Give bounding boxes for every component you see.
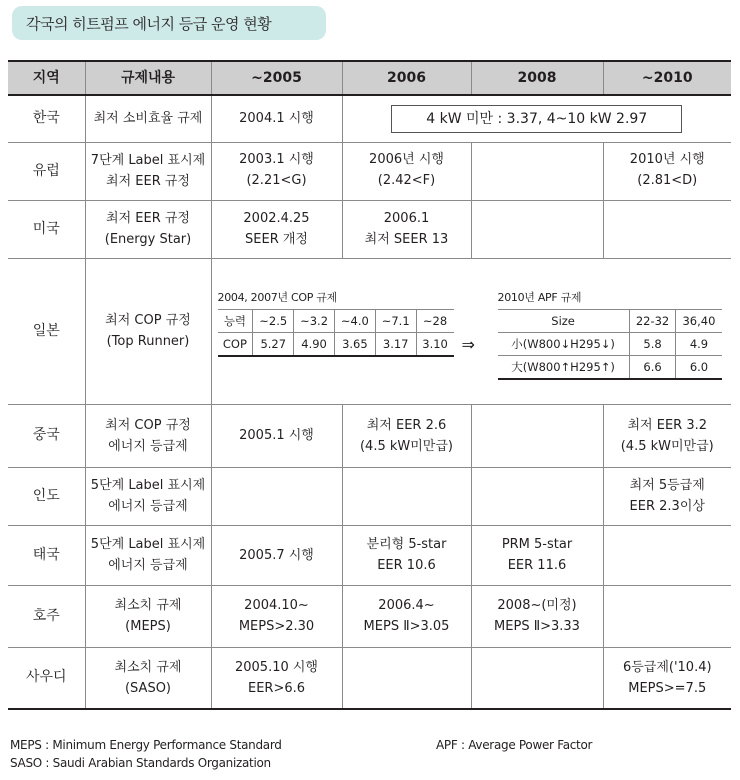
cell-line-1: 2010년 시행 <box>629 151 705 167</box>
regulation-cell <box>85 142 211 200</box>
table-row-thailand <box>8 525 731 585</box>
cell-line-1: 최저 5등급제 <box>629 478 705 493</box>
cell-2008 <box>471 142 603 200</box>
regulation-line-1: 최저 COP 규정 <box>105 313 191 328</box>
cell-line-2: 최저 SEER 13 <box>364 232 449 247</box>
cell-2010 <box>603 647 731 709</box>
apf-cell: 6.6 <box>629 356 676 380</box>
cell-2008 <box>471 467 603 525</box>
cell-2005: 2005.7 시행 <box>211 525 342 585</box>
country-cell: 일본 <box>8 258 85 404</box>
cell-2006 <box>342 142 471 200</box>
footnote-meps: MEPS : Minimum Energy Performance Standard <box>10 738 282 752</box>
arrow-icon: ⇒ <box>461 335 475 354</box>
regulation-line-1: 최저 COP 규정 <box>105 417 191 433</box>
regulation-line-1: 7단계 Label 표시제 <box>90 153 206 168</box>
apf-cell: 4.9 <box>676 333 722 356</box>
regulation-cell <box>85 467 211 525</box>
cell-2006 <box>342 647 471 709</box>
cell-line-1: 2005.10 시행 <box>234 659 318 675</box>
apf-table <box>498 309 722 380</box>
regulation-line-2: (Top Runner) <box>106 334 190 349</box>
cell-line-2: (2.21<G) <box>246 172 307 188</box>
cell-line-2: (2.81<D) <box>637 172 698 188</box>
cop-cell: ~7.1 <box>375 310 416 333</box>
apf-cell: Size <box>498 310 630 333</box>
regulation-cell <box>85 404 211 467</box>
table-row-saudi <box>8 647 731 709</box>
cop-row <box>218 310 454 333</box>
cell-2010 <box>603 142 731 200</box>
regulation-line-2: (Energy Star) <box>104 232 192 247</box>
japan-detail <box>212 261 732 401</box>
country-cell: 유럽 <box>8 142 85 200</box>
apf-cell: 6.0 <box>676 356 722 380</box>
cop-cell: 5.27 <box>253 333 294 357</box>
cop-cell: 4.90 <box>294 333 335 357</box>
cop-cell: 능력 <box>218 310 253 333</box>
cop-table <box>218 309 454 357</box>
table-row-japan <box>8 258 731 404</box>
country-cell: 호주 <box>8 585 85 647</box>
cop-row <box>218 333 454 357</box>
apf-cell: 大(W800↑H295↑) <box>498 356 630 380</box>
page-title: 각국의 히트펌프 에너지 등급 운영 현황 <box>26 15 272 33</box>
cell-line-1: 최저 EER 2.6 <box>366 417 447 433</box>
regulation-line-1: 5단계 Label 표시제 <box>90 537 206 552</box>
table-row-europe <box>8 142 731 200</box>
cell-2008 <box>471 647 603 709</box>
cell-2008 <box>471 404 603 467</box>
cell-line-1: 2008~(미정) <box>497 598 577 613</box>
cell-line-2: EER 2.3이상 <box>629 499 705 514</box>
regulation-cell <box>85 585 211 647</box>
footnote-saso: SASO : Saudi Arabian Standards Organization <box>10 756 271 770</box>
header-2005: ~2005 <box>211 61 342 95</box>
header-region: 지역 <box>8 61 85 95</box>
country-cell: 한국 <box>8 95 85 142</box>
cell-line-1: 2003.1 시행 <box>239 151 314 167</box>
regulation-cell <box>85 647 211 709</box>
cell-line-1: 2006.1 <box>383 211 430 226</box>
cop-cell: ~2.5 <box>253 310 294 333</box>
cell-2005 <box>211 142 342 200</box>
regulation-line-2: 에너지 등급제 <box>108 438 188 454</box>
table-row-usa <box>8 200 731 258</box>
title-bar <box>12 6 326 40</box>
cell-line-2: MEPS Ⅱ>3.05 <box>363 619 450 634</box>
regulation-table <box>8 60 731 710</box>
apf-caption: 2010년 APF 규제 <box>497 291 582 304</box>
regulation-line-1: 5단계 Label 표시제 <box>90 478 206 493</box>
cop-caption: 2004, 2007년 COP 규제 <box>217 291 337 304</box>
header-regulation: 규제내용 <box>85 61 211 95</box>
cop-cell: 3.10 <box>416 333 453 357</box>
header-2008: 2008 <box>471 61 603 95</box>
cell-line-2: MEPS Ⅱ>3.33 <box>494 619 580 634</box>
cell-line-1: 2006.4~ <box>378 598 435 613</box>
regulation-line-1: 최소치 규제 <box>114 659 182 675</box>
cell-2005 <box>211 585 342 647</box>
cell-line-2: EER 11.6 <box>507 558 567 573</box>
cell-line-2: (2.42<F) <box>377 172 436 188</box>
cell-2006 <box>342 200 471 258</box>
cell-2010 <box>603 404 731 467</box>
cell-line-1: PRM 5-star <box>501 537 573 552</box>
country-cell: 사우디 <box>8 647 85 709</box>
regulation-cell <box>85 200 211 258</box>
regulation-cell: 최저 소비효율 규제 <box>85 95 211 142</box>
cell-2010 <box>603 467 731 525</box>
cop-cell: ~28 <box>416 310 453 333</box>
cell-line-1: 최저 EER 3.2 <box>627 417 707 433</box>
cop-cell: COP <box>218 333 253 357</box>
footnote-apf: APF : Average Power Factor <box>436 738 593 752</box>
apf-row <box>498 333 722 356</box>
cell-line-2: (4.5 kW미만급) <box>620 438 714 454</box>
range-cell <box>342 95 731 142</box>
cell-line-1: 분리형 5-star <box>366 537 447 552</box>
header-2010: ~2010 <box>603 61 731 95</box>
cop-cell: 3.65 <box>334 333 375 357</box>
cop-cell: ~3.2 <box>294 310 335 333</box>
apf-cell: 36,40 <box>676 310 722 333</box>
country-cell: 태국 <box>8 525 85 585</box>
apf-cell: 5.8 <box>629 333 676 356</box>
cell-line-2: MEPS>2.30 <box>238 619 315 634</box>
cell-line-2: EER>6.6 <box>247 680 306 696</box>
cell-line-2: EER 10.6 <box>377 558 436 573</box>
regulation-cell <box>85 525 211 585</box>
apf-cell: 22-32 <box>629 310 676 333</box>
header-2006: 2006 <box>342 61 471 95</box>
cell-line-1: 2004.10~ <box>244 598 309 613</box>
cell-2005 <box>211 467 342 525</box>
regulation-cell <box>85 258 211 404</box>
cell-2010 <box>603 585 731 647</box>
regulation-line-1: 최소치 규제 <box>114 598 182 613</box>
country-cell: 중국 <box>8 404 85 467</box>
cell-2005: 2005.1 시행 <box>211 404 342 467</box>
apf-row <box>498 310 722 333</box>
cell-line-2: MEPS>=7.5 <box>628 680 707 696</box>
cell-line-1: 2002.4.25 <box>243 211 310 226</box>
japan-detail-cell <box>211 258 731 404</box>
cell-2005 <box>211 200 342 258</box>
regulation-line-2: 에너지 등급제 <box>108 558 188 573</box>
country-cell: 미국 <box>8 200 85 258</box>
regulation-line-2: (MEPS) <box>125 619 171 634</box>
cop-cell: 3.17 <box>375 333 416 357</box>
cell-2005: 2004.1 시행 <box>211 95 342 142</box>
regulation-line-2: 최저 EER 규정 <box>106 174 190 189</box>
cell-line-1: 6등급제('10.4) <box>622 659 712 675</box>
apf-row <box>498 356 722 380</box>
table-row-china <box>8 404 731 467</box>
cell-line-1: 2006년 시행 <box>369 151 444 167</box>
cell-2008 <box>471 585 603 647</box>
cell-2010 <box>603 525 731 585</box>
table-row-india <box>8 467 731 525</box>
cell-2008 <box>471 525 603 585</box>
apf-cell: 小(W800↓H295↓) <box>498 333 630 356</box>
regulation-line-1: 최저 EER 규정 <box>106 211 190 226</box>
table-row-korea <box>8 95 731 142</box>
cell-2006 <box>342 467 471 525</box>
regulation-line-2: (SASO) <box>124 680 171 696</box>
cell-2006 <box>342 404 471 467</box>
cell-2010 <box>603 200 731 258</box>
cell-2006 <box>342 525 471 585</box>
regulation-line-2: 에너지 등급제 <box>108 499 188 514</box>
cell-2006 <box>342 585 471 647</box>
cell-2008 <box>471 200 603 258</box>
header-row <box>8 61 731 95</box>
cell-line-2: (4.5 kW미만급) <box>359 438 453 454</box>
table-row-australia <box>8 585 731 647</box>
cell-line-2: SEER 개정 <box>245 232 308 247</box>
cell-2005 <box>211 647 342 709</box>
cop-cell: ~4.0 <box>334 310 375 333</box>
range-box: 4 kW 미만 : 3.37, 4~10 kW 2.97 <box>391 105 682 133</box>
country-cell: 인도 <box>8 467 85 525</box>
